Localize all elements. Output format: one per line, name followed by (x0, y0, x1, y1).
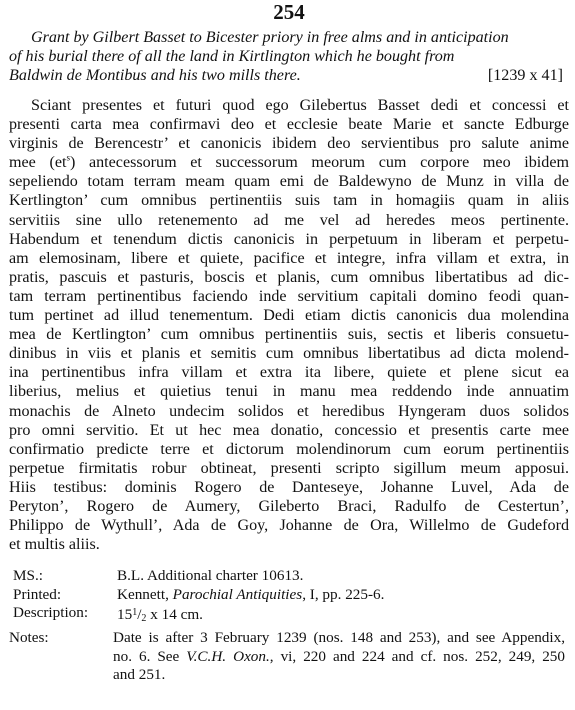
charter-line: servitiis sine ullo retenemento ad me vel ad heredes meos pertinente. (9, 211, 569, 229)
charter-line: pro omni servitio. Et ut hec mea donatio, concessio et presentis carte mee (9, 421, 569, 439)
charter-line: presenti carta mea confirmavi deo et ecclesie beate Marie et sancte Edburge (9, 116, 569, 134)
charter-line: dinibus in viis et planis et semitis cum omnibus libertatibus ad dicta molend- (9, 345, 569, 363)
charter-line: sepeliendo totam terram meam quam emi de Baldewyno de Munz in villa de (9, 173, 569, 191)
charter-line: Kertlington’ cum omnibus pertinentiis suis tam in homagiis quam in aliis (9, 192, 569, 210)
charter-text (9, 96, 569, 554)
charter-date: [1239 x 41] (487, 67, 563, 84)
charter-line: pratis, pascuis et pasturis, boscis et planis, cum omnibus libertatibus ad dic- (9, 268, 569, 286)
charter-line: Habendum et tenendum dictis canonicis in perpetuum in liberam et perpetu- (9, 230, 569, 248)
charter-line: ina pertinentibus infra villam et extra ita libere, quiete et plene sicut ea (9, 364, 569, 382)
charter-line: confirmatio predicte terre et dictorum molendinorum cum eorum pertinentiis (9, 440, 569, 458)
ms-label: MS.: (13, 567, 43, 585)
charter-line: perpetue firmitatis robur obtineat, presenti scripto sigillum meum apposui. (9, 459, 569, 477)
charter-number: 254 (273, 0, 305, 24)
charter-line: tum pertinet ad illud tenementum. Dedi etiam dictis canonicis dua molendina (9, 307, 569, 325)
charter-line: monachis de Alneto undecim solidos et heredibus Hyngeram duos solidos (9, 402, 569, 420)
summary-line-3-row (9, 66, 569, 85)
superscript-s: s (66, 152, 70, 163)
charter-line: Hiis testibus: dominis Rogero de Danteseye, Johanne Luvel, Ada de (9, 478, 569, 496)
charter-metadata (9, 567, 569, 684)
summary-line-3: Baldwin de Montibus and his two mills there. (9, 67, 301, 84)
charter-line-part: ) antecessorum et successorum meorum cum corpore meo ibidem (69, 154, 569, 172)
charter-line: am elemosinam, libere et quiete, pacifice et integre, infra villam et extra, in (9, 249, 569, 267)
charter-line-part: mee (et (9, 154, 67, 172)
summary-line-1: Grant by Gilbert Basset to Bicester priory in free alms and in anticipation (31, 29, 509, 46)
notes-line (113, 648, 565, 666)
notes-label: Notes: (9, 629, 49, 647)
printed-title: Parochial Antiquities (172, 585, 303, 603)
description-denominator: 2 (141, 613, 147, 625)
charter-line: liberius, melius et quietius tenui in manu mea reddendo inde annuatim (9, 383, 569, 401)
description-value (117, 604, 569, 628)
description-numerator: 1 (132, 607, 138, 619)
notes-value (113, 629, 569, 684)
ms-value: B.L. Additional charter 10613. (117, 567, 304, 585)
charter-line-with-superscript (9, 153, 569, 172)
notes-row (9, 629, 569, 684)
charter-line: Sciant presentes et futuri quod ego Gilebertus Basset dedi et concessi et (31, 97, 569, 114)
notes-part: no. 6. See (113, 647, 187, 665)
charter-line: tam terram pertinentibus faciendo inde servitium capitali domino feodi quan- (9, 287, 569, 305)
charter-line: Peryton’, Rogero de Aumery, Gileberto Braci, Radulfo de Cestertun’, (9, 497, 569, 515)
description-row (9, 604, 569, 628)
summary-line-2: of his burial there of all the land in Kirtlington which he bought from (9, 48, 455, 65)
notes-vch-title: V.C.H. Oxon. (186, 647, 270, 665)
description-slash: / (137, 606, 142, 624)
description-whole: 15 (117, 606, 133, 624)
printed-author: Kennett, (117, 585, 173, 603)
charter-line: et multis aliis. (9, 536, 100, 554)
printed-label: Printed: (13, 585, 62, 603)
notes-line: Date is after 3 February 1239 (nos. 148 and 253), and see Appendix, (113, 629, 565, 647)
printed-rest: , I, pp. 225-6. (302, 585, 385, 603)
charter-line: virginis de Berencestr’ et canonicis ibidem deo servientibus pro salute anime (9, 135, 569, 153)
ms-row (9, 567, 569, 585)
charter-line: Philippo de Wythull’, Ada de Goy, Johanne de Ora, Willelmo de Gudeford (9, 517, 569, 535)
printed-value (117, 586, 569, 604)
charter-line: mea de Kertlington’ cum omnibus pertinentiis suis, sectis et liberis consuetu- (9, 326, 569, 344)
description-label: Description: (13, 604, 89, 622)
printed-row (9, 586, 569, 604)
notes-line: and 251. (113, 666, 166, 684)
description-rest: x 14 cm. (146, 606, 203, 624)
document-page (9, 0, 569, 710)
charter-summary (9, 28, 569, 85)
notes-part: , vi, 220 and 224 and cf. nos. 252, 249, 250 (269, 647, 565, 665)
